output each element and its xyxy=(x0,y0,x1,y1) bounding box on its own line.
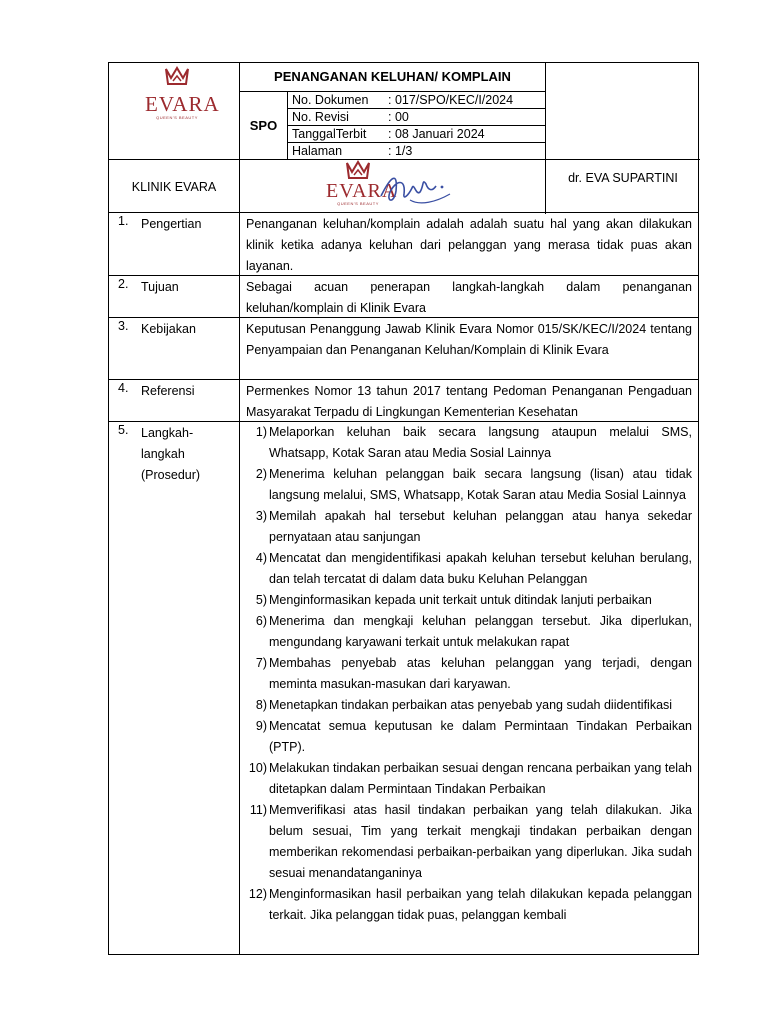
section-number: 2. xyxy=(118,277,129,291)
step-number: 6) xyxy=(255,614,267,628)
section-number: 5. xyxy=(118,423,129,437)
list-item xyxy=(240,884,698,926)
list-item xyxy=(240,464,698,506)
logo-text: EVARA xyxy=(326,180,398,202)
meta-label: TanggalTerbit xyxy=(292,127,367,141)
meta-row xyxy=(288,126,545,143)
step-text: Memverifikasi atas hasil tindakan perbaikan yang telah dilakukan. Jika belum sesuai, Tim yang terkait mengkaji tindakan perbaikan dengan memberikan rekomendasi perbaikan-perbaikan yang diperlukan. Jika sudah sesuai menandatanganinya xyxy=(269,803,692,880)
step-number: 7) xyxy=(255,656,267,670)
step-text: Memilah apakah hal tersebut keluhan pelanggan atau hanya sekedar pernyataan atau sanjungan xyxy=(269,509,692,544)
crown-icon xyxy=(164,65,190,87)
step-number: 12) xyxy=(248,887,267,901)
crown-icon xyxy=(345,159,371,181)
section-tujuan xyxy=(109,275,698,317)
list-item xyxy=(240,653,698,695)
evara-logo xyxy=(145,63,220,133)
step-text: Menerima dan mengkaji keluhan pelanggan tersebut. Jika diperlukan, mengundang karyawani terkait untuk melakukan rapat xyxy=(269,614,692,649)
section-label-cell xyxy=(109,380,240,421)
section-label: Kebijakan xyxy=(141,322,196,336)
list-item xyxy=(240,506,698,548)
meta-row xyxy=(288,109,545,126)
section-label: Pengertian xyxy=(141,217,202,231)
step-number: 2) xyxy=(255,467,267,481)
step-number: 4) xyxy=(255,551,267,565)
spo-label: SPO xyxy=(240,92,288,160)
section-prosedur xyxy=(109,421,698,955)
section-label: Referensi xyxy=(141,384,195,398)
document-meta xyxy=(288,92,546,160)
step-number: 1) xyxy=(255,425,267,439)
list-item xyxy=(240,611,698,653)
section-text: Permenkes Nomor 13 tahun 2017 tentang Pedoman Penanganan Pengaduan Masyarakat Terpadu di Lingkungan Kementerian Kesehatan xyxy=(246,384,692,419)
meta-label: Halaman xyxy=(292,144,343,158)
step-text: Menetapkan tindakan perbaikan atas penyebab yang sudah diidentifikasi xyxy=(269,698,673,712)
meta-value: : 017/SPO/KEC/I/2024 xyxy=(388,93,514,107)
step-number: 9) xyxy=(255,719,267,733)
doctor-name: dr. EVA SUPARTINI xyxy=(568,171,678,185)
step-number: 8) xyxy=(255,698,267,712)
list-item xyxy=(240,590,698,611)
meta-label: No. Dokumen xyxy=(292,93,369,107)
meta-value: : 1/3 xyxy=(388,144,413,158)
section-text: Sebagai acuan penerapan langkah-langkah dalam penanganan keluhan/komplain di Klinik Evara xyxy=(246,280,692,315)
step-text: Membahas penyebab atas keluhan pelanggan yang terjadi, dengan meminta masukan-masukan dari karyawan. xyxy=(269,656,692,691)
list-item xyxy=(240,695,698,716)
document-title: PENANGANAN KELUHAN/ KOMPLAIN xyxy=(240,63,546,92)
section-label: Tujuan xyxy=(141,280,179,294)
step-number: 5) xyxy=(255,593,267,607)
section-text: Keputusan Penanggung Jawab Klinik Evara Nomor 015/SK/KEC/I/2024 tentang Penyampaian dan Penanganan Keluhan/Komplain di Klinik Evara xyxy=(246,322,692,357)
list-item xyxy=(240,800,698,884)
logo-cell xyxy=(109,63,240,160)
list-item xyxy=(240,548,698,590)
meta-value: : 00 xyxy=(388,110,409,124)
section-pengertian xyxy=(109,212,698,275)
section-text: Penanganan keluhan/komplain adalah adalah suatu hal yang akan dilakukan klinik ketika adanya keluhan dari pelanggan yang merasa tidak puas akan layanan. xyxy=(246,217,692,273)
step-number: 10) xyxy=(248,761,267,775)
section-number: 3. xyxy=(118,319,129,333)
section-label-cell xyxy=(109,276,240,317)
step-text: Menginformasikan hasil perbaikan yang telah dilakukan kepada pelanggan terkait. Jika pelanggan tidak puas, pelanggan kembali xyxy=(269,887,692,922)
list-item xyxy=(240,758,698,800)
empty-cell xyxy=(546,63,700,160)
step-text: Menginformasikan kepada unit terkait untuk ditindak lanjuti perbaikan xyxy=(269,593,652,607)
document-header xyxy=(108,62,699,213)
section-label-cell xyxy=(109,422,240,955)
list-item xyxy=(240,716,698,758)
procedure-table xyxy=(108,212,699,955)
section-number: 4. xyxy=(118,381,129,395)
step-text: Menerima keluhan pelanggan baik secara langsung (lisan) atau tidak langsung melalui, SMS, Whatsapp, Kotak Saran atau Media Sosial Lainnya xyxy=(269,467,692,502)
signature-cell xyxy=(240,160,546,214)
step-text: Mencatat dan mengidentifikasi apakah keluhan tersebut keluhan berulang, dan telah tercatat di dalam data buku Keluhan Pelanggan xyxy=(269,551,692,586)
step-text: Mencatat semua keputusan ke dalam Permintaan Tindakan Perbaikan (PTP). xyxy=(269,719,692,754)
section-label-cell xyxy=(109,318,240,379)
step-text: Melaporkan keluhan baik secara langsung ataupun melalui SMS, Whatsapp, Kotak Saran atau Media Sosial Lainnya xyxy=(269,425,692,460)
step-text: Melakukan tindakan perbaikan sesuai dengan rencana perbaikan yang telah ditetapkan dalam Permintaan Tindakan Perbaikan xyxy=(269,761,692,796)
logo-subtext: QUEEN'S BEAUTY xyxy=(156,115,198,120)
meta-row xyxy=(288,143,545,160)
meta-row xyxy=(288,92,545,109)
section-label-cell xyxy=(109,213,240,275)
meta-value: : 08 Januari 2024 xyxy=(388,127,485,141)
section-kebijakan xyxy=(109,317,698,379)
logo-text: EVARA xyxy=(145,92,220,116)
signature-image xyxy=(376,166,456,210)
section-referensi xyxy=(109,379,698,421)
logo-subtext: QUEEN'S BEAUTY xyxy=(337,201,379,206)
step-number: 3) xyxy=(255,509,267,523)
meta-label: No. Revisi xyxy=(292,110,349,124)
procedure-steps xyxy=(240,422,698,926)
list-item xyxy=(240,422,698,464)
step-number: 11) xyxy=(249,803,267,817)
section-number: 1. xyxy=(118,214,129,228)
clinic-name: KLINIK EVARA xyxy=(109,160,240,214)
section-label: Langkah- langkah (Prosedur) xyxy=(141,426,201,482)
